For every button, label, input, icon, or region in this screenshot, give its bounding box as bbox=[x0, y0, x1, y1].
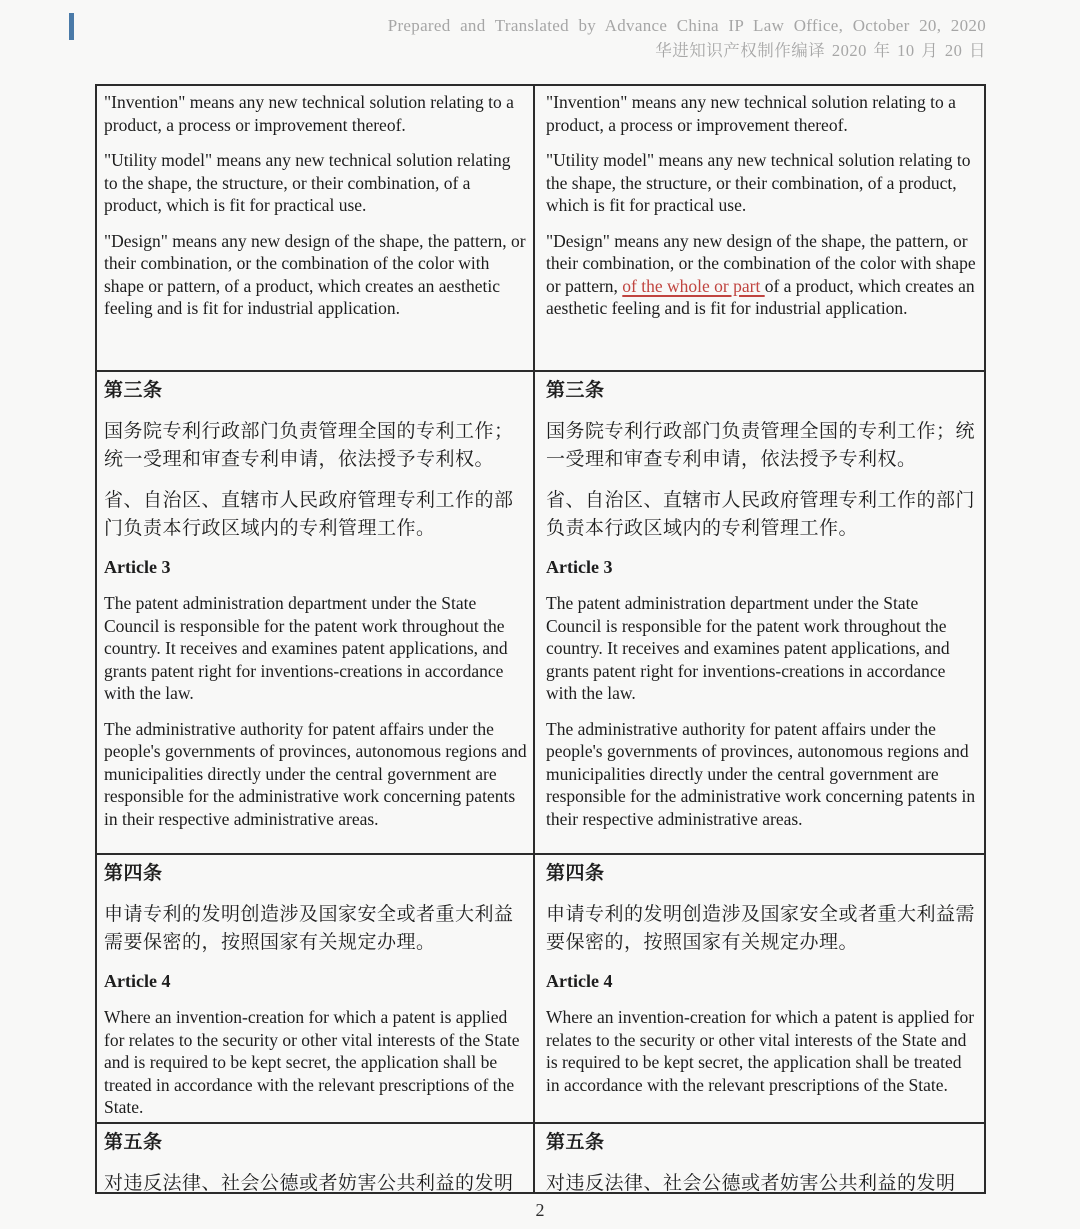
paragraph: 对违反法律、社会公德或者妨害公共利益的发明 bbox=[104, 1173, 514, 1192]
paragraph: "Utility model" means any new technical solution relating to the shape, the structure, or their combination, of a product, which is fit for practical use. bbox=[546, 150, 971, 215]
article-heading: 第三条 bbox=[546, 380, 605, 401]
comparison-table bbox=[95, 84, 986, 1194]
header-credit-zh: 华进知识产权制作编译 2020 年 10 月 20 日 bbox=[655, 41, 986, 60]
page-header bbox=[388, 13, 986, 63]
table-cell-revised bbox=[533, 855, 984, 1122]
table-cell-revised bbox=[533, 86, 984, 370]
paragraph: 省、自治区、直辖市人民政府管理专利工作的部门负责本行政区域内的专利管理工作。 bbox=[546, 490, 976, 539]
table-cell-original bbox=[97, 372, 533, 853]
paragraph: "Utility model" means any new technical solution relating to the shape, the structure, or their combination, of a product, which is fit for practical use. bbox=[104, 150, 511, 215]
paragraph: "Invention" means any new technical solution relating to a product, a process or improvement thereof. bbox=[546, 92, 956, 135]
article-heading: 第五条 bbox=[104, 1132, 163, 1153]
paragraph: 申请专利的发明创造涉及国家安全或者重大利益需要保密的，按照国家有关规定办理。 bbox=[546, 904, 976, 953]
paragraph: "Design" means any new design of the shape, the pattern, or their combination, or the combination of the color with shape or pattern, of a product, which creates an aesthetic feeling and is fit for industrial application. bbox=[104, 230, 526, 318]
article-heading: 第三条 bbox=[104, 380, 163, 401]
article-heading: 第五条 bbox=[546, 1132, 605, 1153]
article-heading: Article 3 bbox=[104, 557, 171, 577]
article-heading: Article 4 bbox=[546, 971, 613, 991]
revision-inserted-text: of the whole or part bbox=[622, 275, 765, 296]
table-cell-revised bbox=[533, 1124, 984, 1192]
article-heading: Article 3 bbox=[546, 557, 613, 577]
table-row bbox=[97, 1122, 984, 1192]
paragraph: 对违反法律、社会公德或者妨害公共利益的发明 bbox=[546, 1173, 956, 1192]
paragraph: Where an invention-creation for which a patent is applied for relates to the security or other vital interests of the State and is required to be kept secret, the application shall be treated in accordance with the relevant prescriptions of the State. bbox=[546, 1007, 975, 1095]
article-heading: 第四条 bbox=[546, 863, 605, 884]
article-heading: Article 4 bbox=[104, 971, 171, 991]
accent-bar bbox=[69, 13, 74, 40]
paragraph: "Design" means any new design of the shape, the pattern, or their combination, or the combination of the color with shape or pattern, of the whole or part of a product, which creates an aesthetic feeling and is fit for industrial application. bbox=[546, 230, 976, 318]
table-cell-revised bbox=[533, 372, 984, 853]
paragraph: The patent administration department under the State Council is responsible for the patent work throughout the country. It receives and examines patent applications, and grants patent right for inventions-creations in accordance with the law. bbox=[104, 593, 508, 703]
paragraph: The administrative authority for patent affairs under the people's governments of provinces, autonomous regions and municipalities directly under the central government are responsible for the administrative work concerning patents in their respective administrative areas. bbox=[546, 718, 976, 829]
table-row bbox=[97, 370, 984, 853]
paragraph: 申请专利的发明创造涉及国家安全或者重大利益需要保密的，按照国家有关规定办理。 bbox=[104, 904, 514, 953]
table-row bbox=[97, 86, 984, 370]
header-credit-en: Prepared and Translated by Advance China IP Law Office, October 20, 2020 bbox=[387, 16, 986, 35]
paragraph: Where an invention-creation for which a patent is applied for relates to the security or other vital interests of the State and is required to be kept secret, the application shall be treated in accordance with the relevant prescriptions of the State. bbox=[104, 1007, 520, 1117]
article-heading: 第四条 bbox=[104, 863, 163, 884]
paragraph: The administrative authority for patent affairs under the people's governments of provinces, autonomous regions and municipalities directly under the central government are responsible for the administrative work concerning patents in their respective administrative areas. bbox=[104, 718, 527, 829]
table-cell-original bbox=[97, 855, 533, 1122]
paragraph: 国务院专利行政部门负责管理全国的专利工作；统一受理和审查专利申请，依法授予专利权。 bbox=[104, 421, 514, 470]
table-row bbox=[97, 853, 984, 1122]
paragraph: "Invention" means any new technical solution relating to a product, a process or improvement thereof. bbox=[104, 92, 514, 135]
paragraph: 省、自治区、直辖市人民政府管理专利工作的部门负责本行政区域内的专利管理工作。 bbox=[104, 490, 514, 539]
table-cell-original bbox=[97, 86, 533, 370]
page-number: 2 bbox=[535, 1200, 545, 1220]
paragraph: 国务院专利行政部门负责管理全国的专利工作；统一受理和审查专利申请，依法授予专利权。 bbox=[546, 421, 976, 470]
table-cell-original bbox=[97, 1124, 533, 1192]
paragraph: The patent administration department under the State Council is responsible for the patent work throughout the country. It receives and examines patent applications, and grants patent right for inventions-creations in accordance with the law. bbox=[546, 593, 950, 703]
